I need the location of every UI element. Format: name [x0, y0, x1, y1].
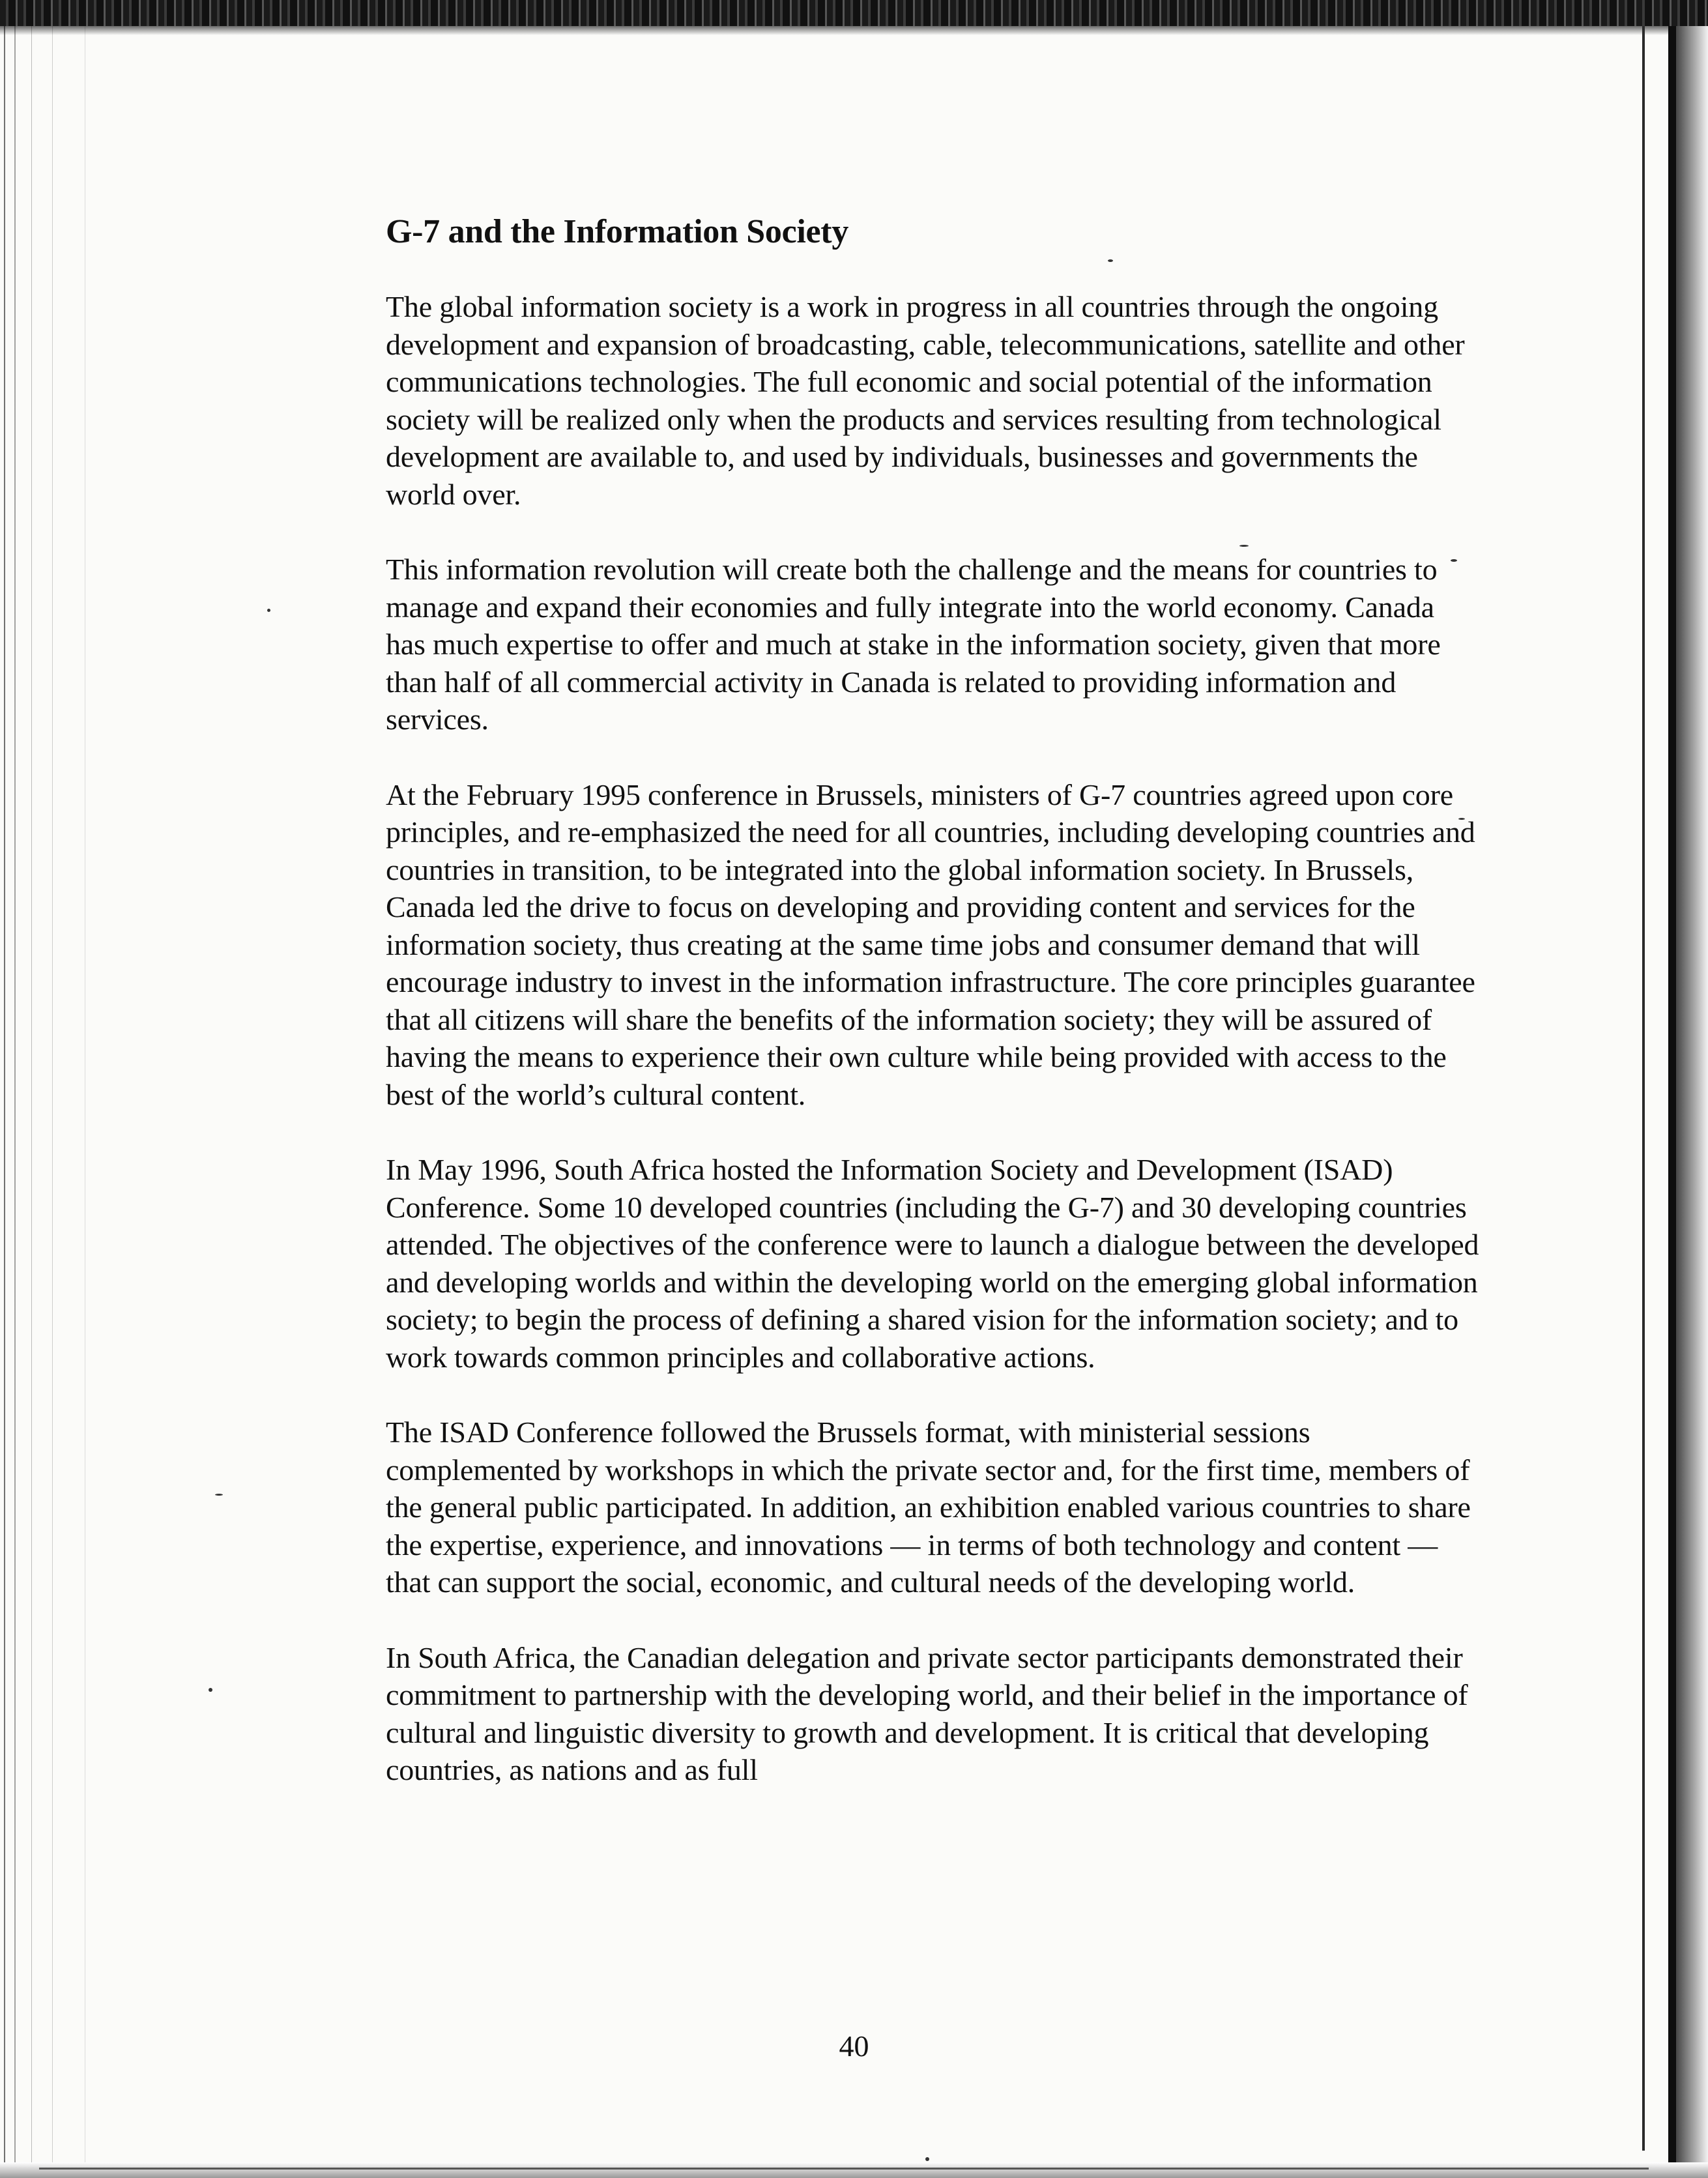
paragraph-isad-format: The ISAD Conference followed the Brussels format, with ministerial sessions complemented by workshops in which the private sector and, for the first time, members of the general public participated. In addition, an exhibition enabled various countries to share the expertise, experience, and innovations — in terms of both technology and content — that can support the social, economic, and cultural needs of the developing world.: [386, 1416, 1471, 1599]
paragraph-information-revolution: This information revolution will create both the challenge and the means for countries to manage and expand their economies and fully integrate into the world economy. Canada has much expertise to offer and much at stake in the information society, given that more than half of all commercial activity in Canada is related to providing information and services.: [386, 553, 1441, 736]
paragraph-information-society: The global information society is a work in progress in all countries through the ongoing development and expansion of broadcasting, cable, telecommunications, satellite and other communications technologies. The full economic and social potential of the information society will be realized only when the products and services resulting from technological development are available to, and used by individuals, businesses and governments the world over.: [386, 290, 1465, 511]
scan-top-shadow: [0, 26, 1708, 35]
scan-right-shadow: [1676, 26, 1708, 2178]
scan-left-binding: [0, 26, 98, 2178]
scan-right-line: [1642, 26, 1645, 2151]
scan-speck: [215, 1494, 223, 1496]
scan-right-border: [1668, 26, 1676, 2178]
scan-bottom-line: [39, 2168, 1649, 2170]
paragraph-isad-conference: In May 1996, South Africa hosted the Information Society and Development (ISAD) Conference. Some 10 developed countries (including the G-7) and 30 developing countries attended. The objectives of the conference were to launch a dialogue between the developed and developing worlds and within the developing world on the emerging global information society; to begin the process of defining a shared vision for the information society; and to work towards common principles and collaborative actions.: [386, 1153, 1479, 1374]
document-title: G-7 and the Information Society: [386, 213, 849, 250]
scan-top-border: [0, 0, 1708, 26]
document-body: [386, 210, 1479, 1827]
scan-speck: [267, 609, 270, 612]
scan-speck: [925, 2157, 929, 2161]
paragraph-south-africa: In South Africa, the Canadian delegation and private sector participants demonstrated their commitment to partnership with the developing world, and their belief in the importance of cultural and linguistic diversity to growth and development. It is critical that developing countries, as nations and as full: [386, 1640, 1468, 1786]
scan-speck: [209, 1688, 212, 1692]
page-number: 40: [839, 2029, 869, 2063]
paragraph-brussels-conference: At the February 1995 conference in Brussels, ministers of G-7 countries agreed upon core principles, and re-emphasized the need for all countries, including developing countries and countries in transition, to be integrated into the global information society. In Brussels, Canada led the drive to focus on developing and providing content and services for the information society, thus creating at the same time jobs and consumer demand that will encourage industry to invest in the information infrastructure. The core principles guarantee that all citizens will share the benefits of the information society; they will be assured of having the means to experience their own culture while being provided with access to the best of the world’s cultural content.: [386, 777, 1475, 1111]
scan-bottom-border: [0, 2162, 1708, 2178]
